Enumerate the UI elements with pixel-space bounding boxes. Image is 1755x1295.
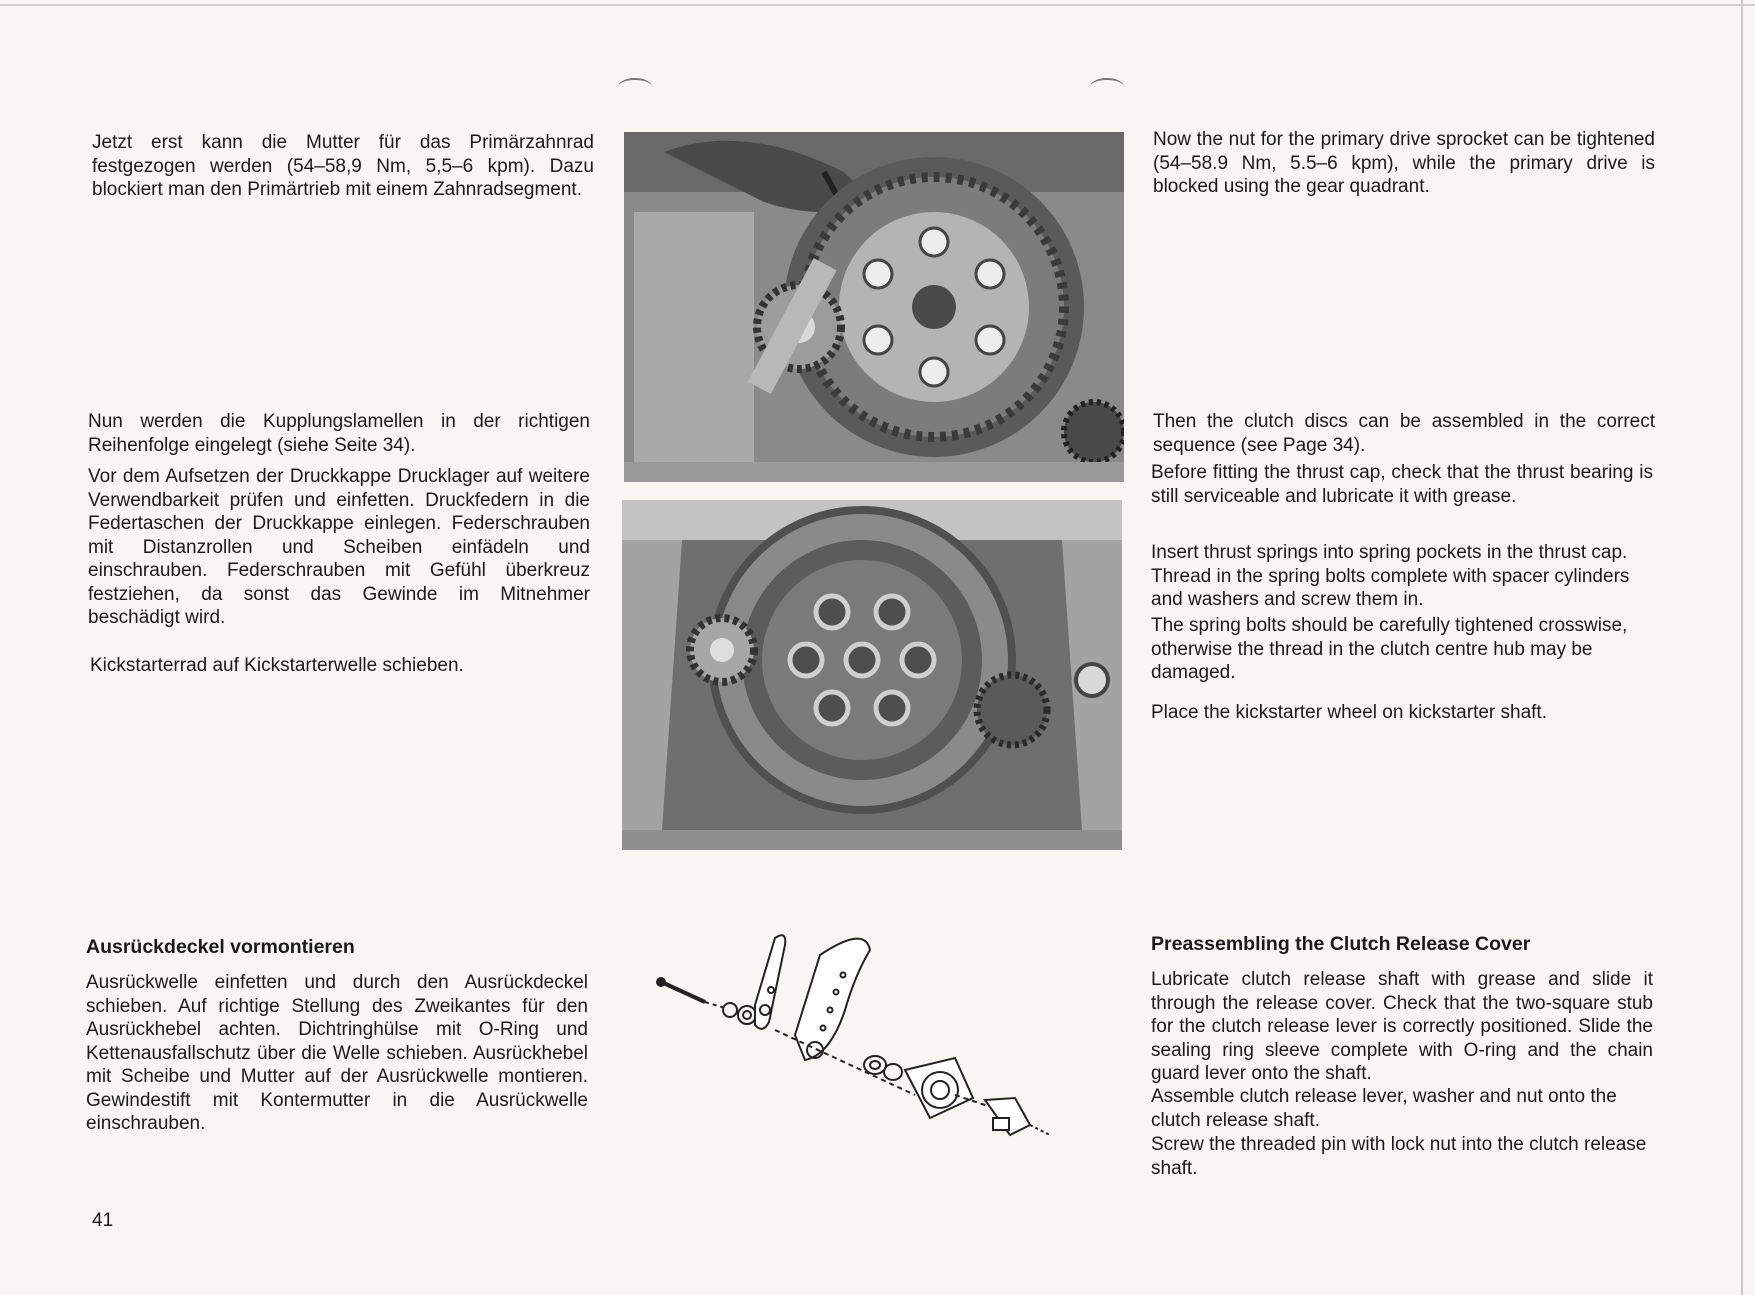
right-heading: Preassembling the Clutch Release Cover <box>1151 933 1531 955</box>
left-para-5: Ausrückwelle einfetten und durch den Ausrückdeckel schieben. Auf richtige Stellung des Zweikantes für den Ausrückhebel achten. Dichtringhülse mit O-Ring und Kettenausfallschutz über die Welle schieben. Ausrückhebel mit Scheibe und Mutter auf der Ausrückwelle montieren. Gewindestift mit Kontermutter in die Ausrückwelle einschrauben. <box>86 972 588 1134</box>
show-through-text <box>1160 505 1660 529</box>
clutch-release-cover-exploded-drawing <box>655 930 1070 1150</box>
right-para-4: Insert thrust springs into spring pockets in the thrust cap. Thread in the spring bolts complete with spacer cylinders and washers and screw them in. <box>1151 542 1630 610</box>
right-para-2: Then the clutch discs can be assembled in the correct sequence (see Page 34). <box>1153 411 1655 456</box>
top-edge-line <box>0 4 1755 6</box>
right-edge-line <box>1741 0 1743 1295</box>
right-para-5: The spring bolts should be carefully tightened crosswise, otherwise the thread in the clutch centre hub may be damaged. <box>1151 615 1628 683</box>
left-para-3: Vor dem Aufsetzen der Druckkappe Drucklager auf weitere Verwendbarkeit prüfen und einfetten. Druckfedern in die Federtaschen der Druckkappe einlegen. Federschrauben mit Distanzrollen und Scheiben einfädeln und einschrauben. Federschrauben mit Gefühl überkreuz festziehen, da sonst das Gewinde im Mitnehmer beschädigt wird. <box>88 466 590 628</box>
page-number: 41 <box>92 1210 114 1231</box>
right-para-6: Place the kickstarter wheel on kickstarter shaft. <box>1151 702 1547 723</box>
clutch-pressure-plate-photo <box>622 500 1122 850</box>
left-para-2: Nun werden die Kupplungslamellen in der richtigen Reihenfolge eingelegt (siehe Seite 34). <box>88 411 590 456</box>
clutch-assembly-wrench-photo <box>624 132 1124 482</box>
left-para-4: Kickstarterrad auf Kickstarterwelle schieben. <box>90 655 464 676</box>
right-para-8: Assemble clutch release lever, washer and nut onto the clutch release shaft. <box>1151 1086 1617 1131</box>
right-para-7: Lubricate clutch release shaft with grease and slide it through the release cover. Check that the two-square stub for the clutch release lever is correctly positioned. Slide the sealing ring sleeve complete with O-ring and the chain guard lever onto the shaft. <box>1151 969 1653 1084</box>
punch-hole-mark <box>1090 78 1124 96</box>
right-para-1: Now the nut for the primary drive sprocket can be tightened (54–58.9 Nm, 5.5–6 kpm), while the primary drive is blocked using the gear quadrant. <box>1153 129 1655 197</box>
right-para-9: Screw the threaded pin with lock nut into the clutch release shaft. <box>1151 1134 1647 1179</box>
punch-hole-mark <box>618 78 652 96</box>
left-para-1: Jetzt erst kann die Mutter für das Primärzahnrad festgezogen werden (54–58,9 Nm, 5,5–6 kpm). Dazu blockiert man den Primärtrieb mit einem Zahnradsegment. <box>92 132 594 200</box>
right-para-3: Before fitting the thrust cap, check that the thrust bearing is still serviceable and lubricate it with grease. <box>1151 462 1653 507</box>
left-heading: Ausrückdeckel vormontieren <box>86 936 355 958</box>
